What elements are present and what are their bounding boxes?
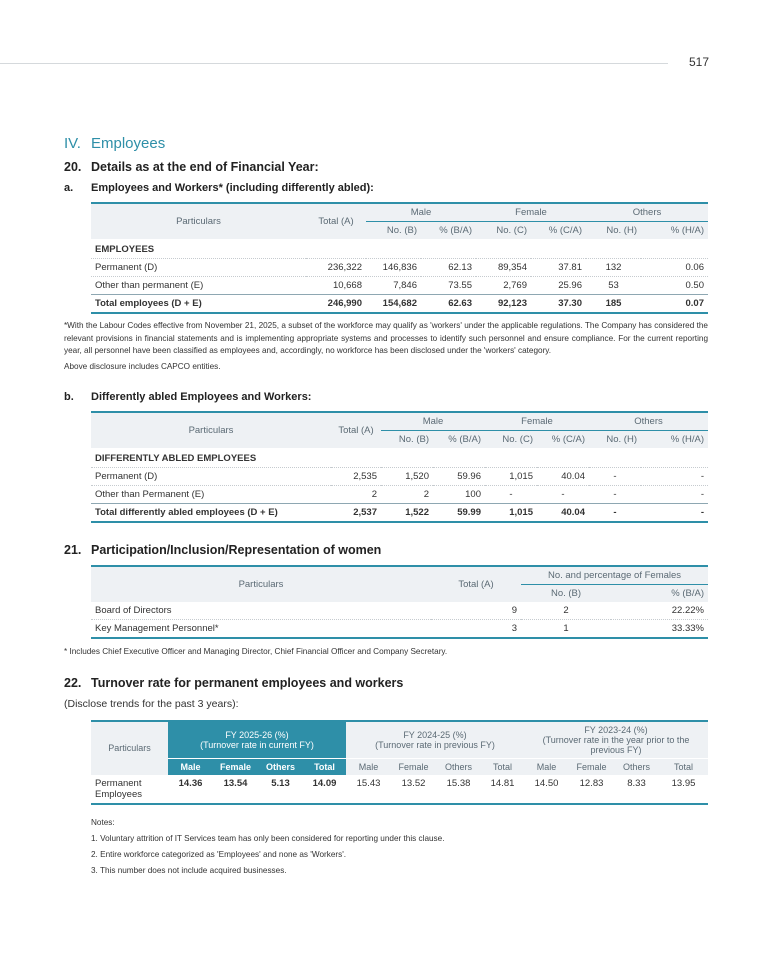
heading-20-title: Details as at the end of Financial Year: [91, 160, 319, 174]
col-total: Total (A) [306, 203, 366, 239]
heading-b-number: b. [64, 390, 74, 403]
col-male: Male [381, 412, 485, 431]
heading-20 [64, 160, 708, 174]
page-content [64, 135, 708, 879]
women-representation-table [91, 565, 708, 639]
notes-title: Notes: [91, 817, 115, 827]
heading-22-title: Turnover rate for permanent employees and workers [91, 675, 404, 690]
col-female: Female [485, 412, 589, 431]
heading-21-title: Participation/Inclusion/Representation of women [91, 542, 382, 557]
col-male: Male [524, 758, 569, 775]
col-total: Total [659, 758, 708, 775]
col-pct-ba: % (B/A) [611, 584, 708, 602]
table-section-label: EMPLOYEES [91, 239, 708, 259]
table-row: Permanent Employees 14.36 13.54 5.13 14.09 15.43 13.52 15.38 14.81 14.50 12.83 8.33 13.95 [91, 775, 708, 804]
col-no-h: No. (H) [589, 430, 641, 448]
col-no-c: No. (C) [485, 430, 537, 448]
col-particulars: Particulars [91, 721, 168, 775]
heading-22 [64, 676, 708, 690]
col-pct-ba: % (B/A) [421, 222, 476, 240]
heading-21-number: 21. [64, 542, 82, 557]
col-female: Female [569, 758, 614, 775]
notes [91, 815, 708, 879]
table-row: Other than permanent (E) 10,668 7,846 73.55 2,769 25.96 53 0.50 [91, 277, 708, 295]
heading-b [64, 391, 708, 403]
col-total: Total (A) [331, 412, 381, 448]
col-others: Others [586, 203, 708, 222]
note-item: 2. Entire workforce categorized as 'Employees' and none as 'Workers'. [91, 849, 347, 859]
table-row: Board of Directors 9 2 22.22% [91, 602, 708, 620]
col-female: Female [213, 758, 258, 775]
col-others: Others [436, 758, 481, 775]
col-total: Total (A) [431, 566, 521, 602]
col-pct-ba: % (B/A) [433, 430, 485, 448]
heading-a-title: Employees and Workers* (including differently abled): [91, 182, 374, 194]
col-male: Male [168, 758, 213, 775]
table-row: Permanent (D) 2,535 1,520 59.96 1,015 40.04 - - [91, 467, 708, 485]
section-heading [64, 135, 708, 152]
col-total: Total [303, 758, 346, 775]
col-pct-ha: % (H/A) [641, 222, 708, 240]
col-male: Male [366, 203, 476, 222]
col-female: Female [476, 203, 586, 222]
table-total-row: Total employees (D + E) 246,990 154,682 62.63 92,123 37.30 185 0.07 [91, 295, 708, 314]
section-title: Employees [91, 135, 166, 152]
col-fy2024-25: FY 2024-25 (%) (Turnover rate in previous FY) [346, 721, 524, 759]
col-male: Male [346, 758, 391, 775]
heading-22-number: 22. [64, 675, 82, 690]
col-pct-ca: % (C/A) [531, 222, 586, 240]
table-section-label: DIFFERENTLY ABLED EMPLOYEES [91, 448, 708, 468]
col-females-group: No. and percentage of Females [521, 566, 708, 585]
col-particulars: Particulars [91, 412, 331, 448]
heading-21 [64, 543, 708, 557]
footnote-kmp: * Includes Chief Executive Officer and Managing Director, Chief Financial Officer and Company Secretary. [64, 646, 448, 656]
col-others: Others [614, 758, 659, 775]
col-others: Others [258, 758, 303, 775]
col-fy2025-26: FY 2025-26 (%) (Turnover rate in current FY) [168, 721, 346, 759]
differently-abled-table [91, 411, 708, 523]
heading-a [64, 182, 708, 194]
col-particulars: Particulars [91, 203, 306, 239]
heading-22-subtext: (Disclose trends for the past 3 years): [64, 697, 239, 710]
col-no-h: No. (H) [586, 222, 641, 240]
col-pct-ha: % (H/A) [641, 430, 708, 448]
heading-20-number: 20. [64, 160, 82, 174]
col-female: Female [391, 758, 436, 775]
section-number: IV. [64, 135, 81, 152]
col-pct-ca: % (C/A) [537, 430, 589, 448]
heading-a-number: a. [64, 182, 74, 194]
table-row: Other than Permanent (E) 2 2 100 - - - - [91, 485, 708, 503]
employees-table [91, 202, 708, 314]
col-fy2023-24: FY 2023-24 (%) (Turnover rate in the year prior to the previous FY) [524, 721, 708, 759]
table-row: Permanent (D) 236,322 146,836 62.13 89,354 37.81 132 0.06 [91, 259, 708, 277]
col-no-b: No. (B) [381, 430, 433, 448]
col-others: Others [589, 412, 708, 431]
col-no-b: No. (B) [366, 222, 421, 240]
header-rule [0, 63, 668, 64]
turnover-table [91, 720, 708, 805]
col-particulars: Particulars [91, 566, 431, 602]
col-total: Total [481, 758, 524, 775]
note-item: 1. Voluntary attrition of IT Services team has only been considered for reporting under this clause. [91, 833, 445, 843]
page-number: 517 [688, 55, 709, 69]
col-no-b: No. (B) [521, 584, 611, 602]
footnote-capco: Above disclosure includes CAPCO entities. [64, 361, 221, 371]
note-item: 3. This number does not include acquired businesses. [91, 865, 287, 875]
table-row: Key Management Personnel* 3 1 33.33% [91, 619, 708, 638]
footnote-labour-codes: *With the Labour Codes effective from November 21, 2025, a subset of the workforce may qualify as 'workers' under the applicable regulations. The Company has considered the relevant provisions in financial statements and is implementing appropriate systems and processes to identify such personnel and ensure compliance. For the current reporting year, all personnel have been classified as employees and, accordingly, no workforce has been disclosed under the 'workers' category. [64, 321, 708, 355]
heading-b-title: Differently abled Employees and Workers: [91, 390, 312, 403]
col-no-c: No. (C) [476, 222, 531, 240]
table-total-row: Total differently abled employees (D + E) 2,537 1,522 59.99 1,015 40.04 - - [91, 503, 708, 522]
